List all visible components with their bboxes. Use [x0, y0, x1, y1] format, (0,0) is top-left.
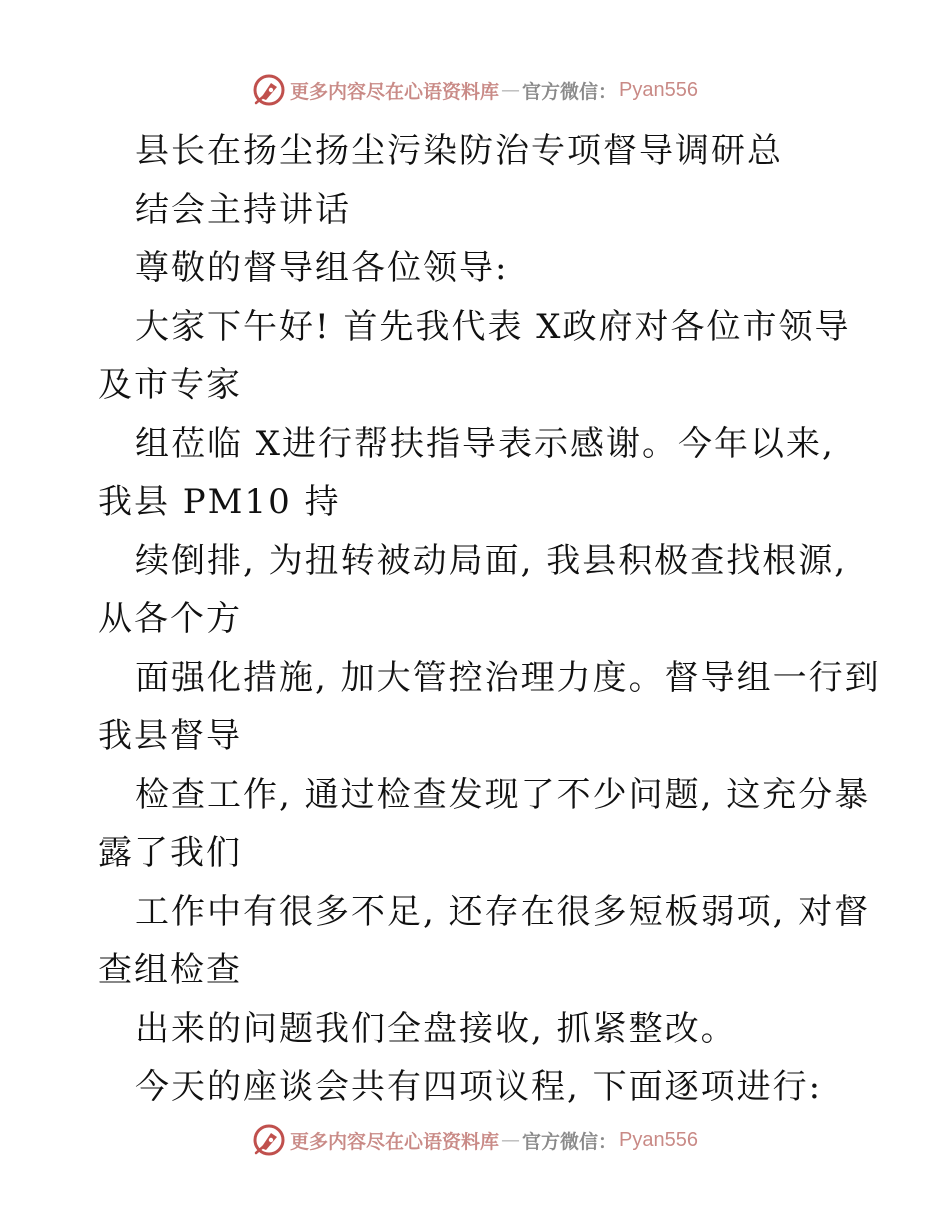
text-line: 出来的问题我们全盘接收, 抓紧整改。: [135, 1008, 737, 1049]
text-line: 我县督导: [98, 716, 242, 756]
banner-dash: —: [501, 79, 521, 101]
text-line: 县长在扬尘扬尘污染防治专项督导调研总: [135, 131, 783, 171]
banner-text: 更多内容尽在心语资料库: [290, 80, 500, 103]
text-line: 我县 PM10 持: [98, 482, 341, 522]
document-body: [98, 122, 898, 1117]
text-line: 面强化措施, 加大管控治理力度。督导组一行到: [135, 657, 881, 698]
banner-wechat-id: Pyan556: [619, 78, 698, 101]
text-line: 大家下午好! 首先我代表 X政府对各位市领导: [135, 306, 851, 347]
text-line: 组莅临 X进行帮扶指导表示感谢。今年以来,: [135, 423, 835, 464]
text-line: 结会主持讲话: [135, 189, 351, 230]
pen-nib-logo-icon: [252, 1123, 286, 1157]
banner-dash: —: [501, 1129, 521, 1151]
banner-text: 更多内容尽在心语资料库: [290, 1130, 500, 1153]
text-line: 今天的座谈会共有四项议程, 下面逐项进行:: [135, 1067, 823, 1107]
pen-nib-logo-icon: [252, 73, 286, 107]
header-watermark-banner: [0, 70, 950, 110]
text-line: 从各个方: [98, 599, 242, 639]
text-line: 工作中有很多不足, 还存在很多短板弱项, 对督: [135, 891, 871, 932]
banner-wechat-label: 官方微信：: [522, 1130, 618, 1153]
text-line: 查组检查: [98, 950, 242, 990]
text-line: 检查工作, 通过检查发现了不少问题, 这充分暴: [135, 774, 871, 815]
banner-wechat-label: 官方微信：: [522, 80, 618, 103]
text-line: 露了我们: [98, 833, 242, 873]
footer-watermark-banner: [0, 1120, 950, 1160]
text-line: 及市专家: [98, 365, 242, 405]
banner-wechat-id: Pyan556: [619, 1128, 698, 1151]
text-line: 续倒排, 为扭转被动局面, 我县积极查找根源,: [135, 540, 848, 581]
text-line: 尊敬的督导组各位领导:: [135, 248, 509, 288]
